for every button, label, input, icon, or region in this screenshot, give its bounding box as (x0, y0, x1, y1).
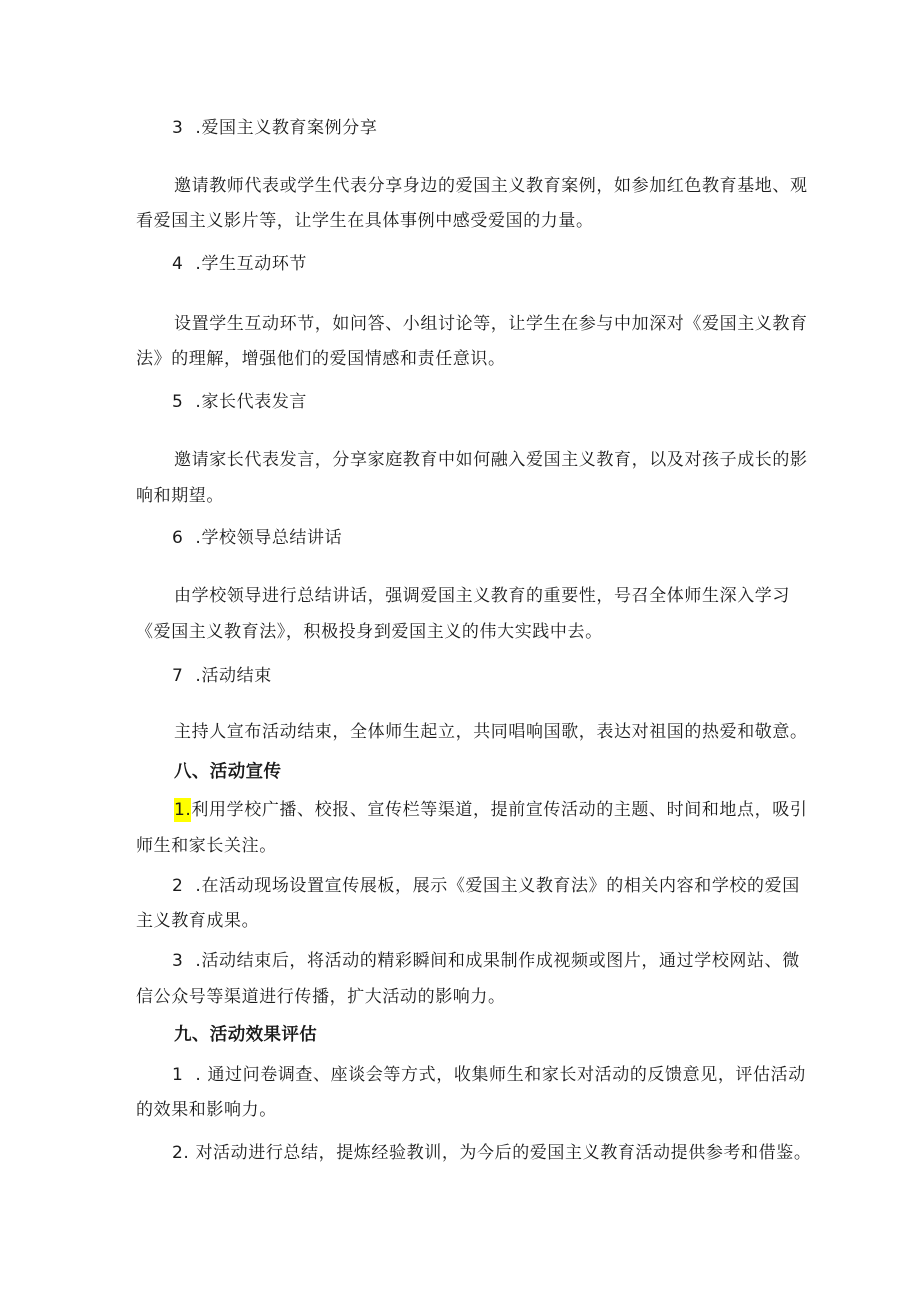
item-number: 5 . (172, 392, 202, 412)
item-number: 7 . (172, 666, 202, 686)
item-number: 3 . (172, 118, 202, 138)
item-number: 2. (172, 1143, 196, 1163)
paragraph-line: 法》的理解，增强他们的爱国情感和责任意识。 (136, 349, 506, 369)
list-item (172, 1064, 806, 1086)
item-title: 学生互动环节 (201, 254, 308, 274)
item-number: 6 . (172, 528, 202, 548)
paragraph-line: 由学校领导进行总结讲话，强调爱国主义教育的重要性，号召全体师生深入学习 (174, 586, 790, 606)
list-item-text: 活动结束后，将活动的精彩瞬间和成果制作成视频或图片，通过学校网站、微 (201, 951, 800, 971)
list-item-text: 对活动进行总结，提炼经验教训，为今后的爱国主义教育活动提供参考和借鉴。 (195, 1143, 812, 1163)
paragraph-line: 《爱国主义教育法》，积极投身到爱国主义的伟大实践中去。 (136, 622, 603, 642)
item-number: 2 . (172, 876, 202, 896)
paragraph-line: 响和期望。 (136, 486, 224, 506)
item-heading (172, 527, 342, 549)
list-item (172, 950, 800, 972)
list-item (172, 1142, 811, 1164)
item-title: 家长代表发言 (201, 392, 308, 412)
item-heading (172, 665, 272, 687)
list-item-text: 在活动现场设置宣传展板，展示《爱国主义教育法》的相关内容和学校的爱国 (201, 876, 800, 896)
list-item (174, 799, 807, 821)
item-number: 3 . (172, 951, 202, 971)
item-title: 活动结束 (201, 666, 272, 686)
item-title: 学校领导总结讲话 (201, 528, 343, 548)
item-number: 4 . (172, 254, 202, 274)
item-heading (172, 253, 307, 275)
list-item (172, 875, 800, 897)
paragraph-line: 看爱国主义影片等，让学生在具体事例中感受爱国的力量。 (136, 211, 594, 231)
list-item-text: 利用学校广播、校报、宣传栏等渠道，提前宣传活动的主题、时间和地点，吸引 (191, 800, 808, 820)
paragraph-line: 信公众号等渠道进行传播，扩大活动的影响力。 (136, 987, 506, 1007)
item-heading (172, 391, 307, 413)
item-number: 1 . (172, 1065, 208, 1085)
section-heading: 九、活动效果评估 (174, 1025, 318, 1045)
list-item-text: 通过问卷调查、座谈会等方式，收集师生和家长对活动的反馈意见，评估活动 (207, 1065, 806, 1085)
paragraph-line: 的效果和影响力。 (136, 1100, 277, 1120)
paragraph-line: 邀请家长代表发言，分享家庭教育中如何融入爱国主义教育，以及对孩子成长的影 (174, 450, 808, 470)
item-title: 爱国主义教育案例分享 (201, 118, 378, 138)
highlighted-number: 1. (174, 800, 192, 820)
paragraph-line: 邀请教师代表或学生代表分享身边的爱国主义教育案例，如参加红色教育基地、观 (174, 176, 808, 196)
paragraph-line: 师生和家长关注。 (136, 836, 277, 856)
section-heading: 八、活动宣传 (174, 762, 282, 782)
paragraph-line: 设置学生互动环节，如问答、小组讨论等，让学生在参与中加深对《爱国主义教育 (174, 314, 808, 334)
paragraph-line: 主持人宣布活动结束，全体师生起立，共同唱响国歌，表达对祖国的热爱和敬意。 (174, 722, 808, 742)
paragraph-line: 主义教育成果。 (136, 911, 260, 931)
item-heading (172, 117, 377, 139)
